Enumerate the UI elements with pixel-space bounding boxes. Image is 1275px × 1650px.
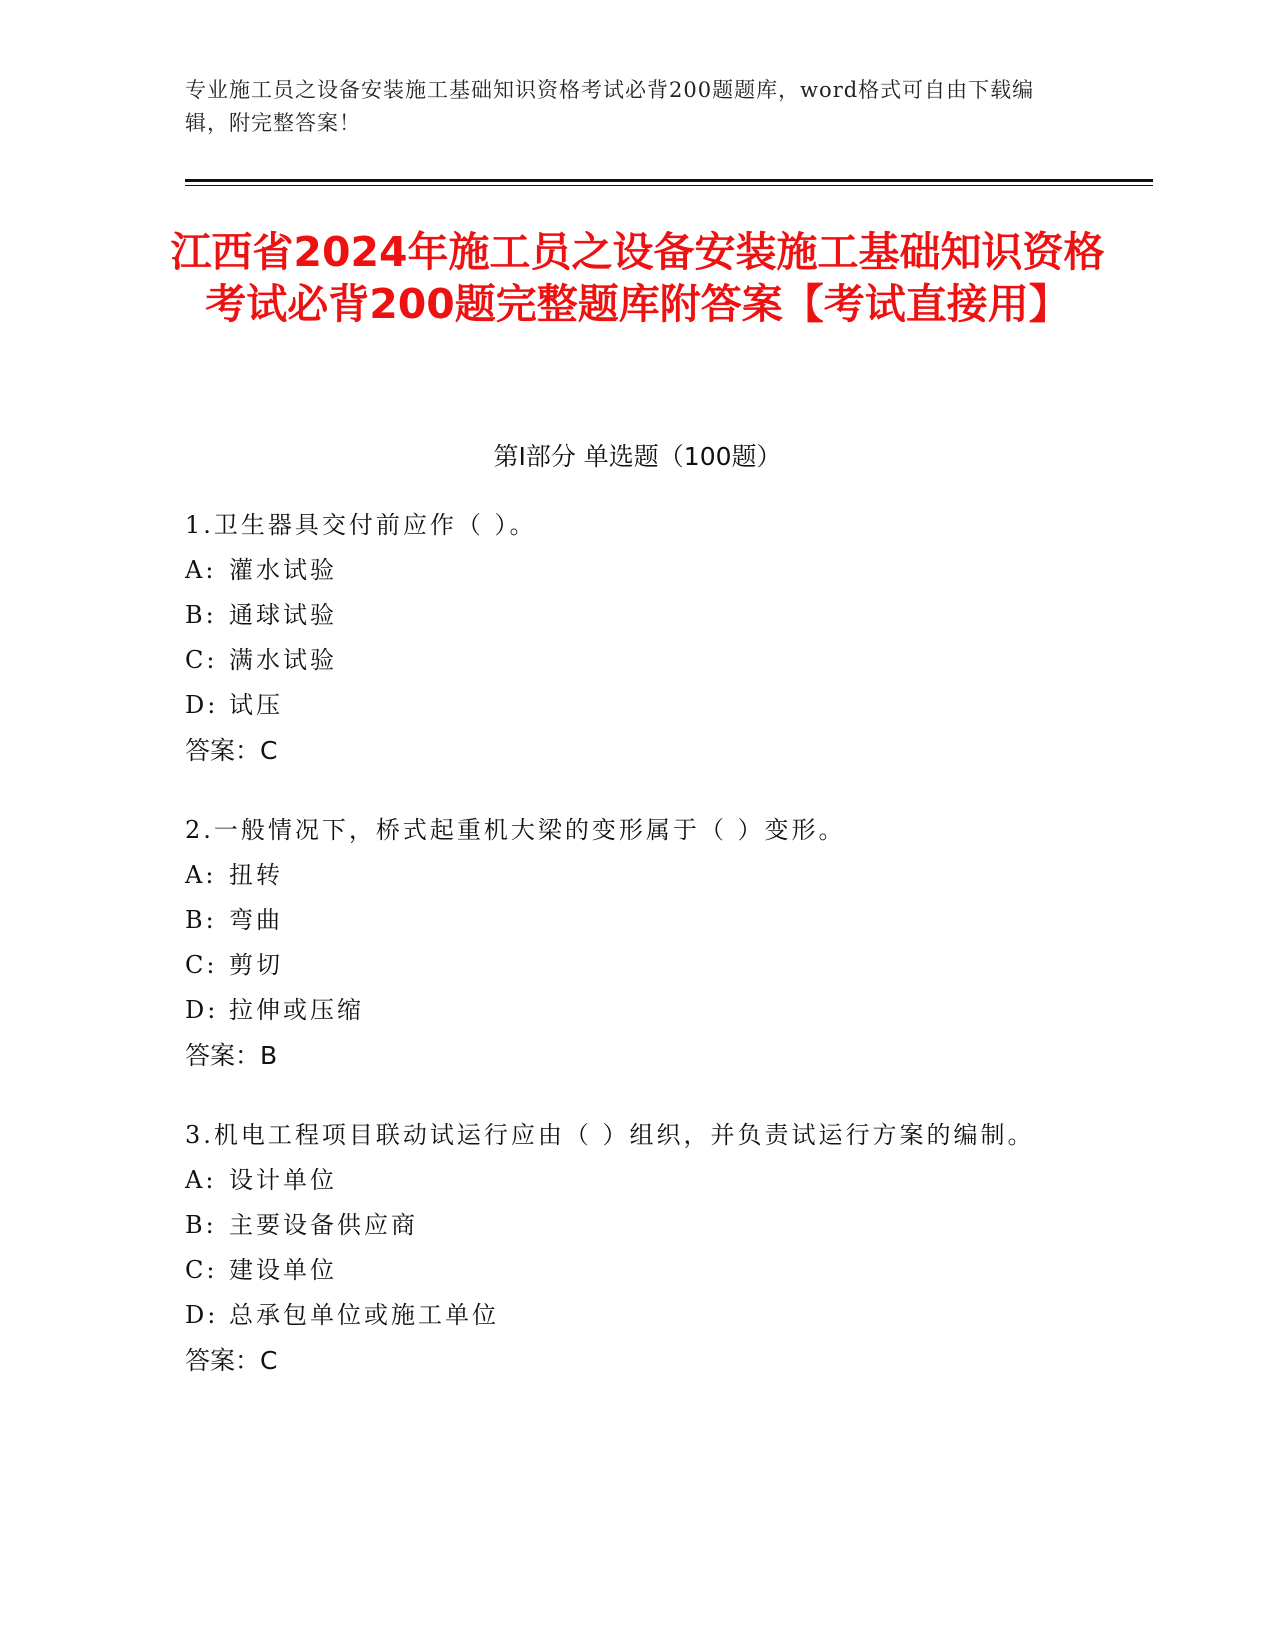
header-note: 专业施工员之设备安装施工基础知识资格考试必背200题题库，word格式可自由下载编辑，附完整答案！ (185, 78, 1035, 135)
question-stem: 1.卫生器具交付前应作（ ）。 (185, 511, 537, 539)
page-title: 江西省2024年施工员之设备安装施工基础知识资格考试必背200题完整题库附答案【考试直接用】 (170, 228, 1105, 328)
option-text: 试压 (229, 691, 283, 719)
option-letter: A: (185, 556, 217, 584)
option-letter: B: (185, 1211, 217, 1239)
option-text: 设计单位 (229, 1166, 337, 1194)
option-letter: C: (185, 951, 218, 979)
option-text: 通球试验 (229, 601, 337, 629)
option-letter: D: (185, 691, 219, 719)
option-letter: A: (185, 1166, 217, 1194)
option-d (185, 988, 1085, 1033)
option-a (185, 1158, 1065, 1203)
answer-line: 答案：B (185, 1041, 278, 1070)
option-text: 扭转 (229, 861, 283, 889)
option-a (185, 548, 1085, 593)
header-divider-thin (185, 185, 1153, 186)
option-text: 剪切 (229, 951, 283, 979)
option-letter: D: (185, 1301, 219, 1329)
option-text: 灌水试验 (229, 556, 337, 584)
option-letter: C: (185, 1256, 218, 1284)
option-c (185, 638, 1085, 683)
option-c (185, 1248, 1065, 1293)
question-stem: 2.一般情况下，桥式起重机大梁的变形属于（ ）变形。 (185, 816, 846, 844)
option-c (185, 943, 1085, 988)
answer-line: 答案：C (185, 736, 278, 765)
option-d (185, 1293, 1065, 1338)
question-3 (185, 1113, 1065, 1383)
option-letter: D: (185, 996, 219, 1024)
option-text: 主要设备供应商 (229, 1211, 418, 1239)
option-a (185, 853, 1085, 898)
question-2 (185, 808, 1085, 1078)
option-text: 拉伸或压缩 (229, 996, 364, 1024)
section-title: 第Ⅰ部分 单选题（100题） (493, 442, 782, 471)
option-letter: B: (185, 601, 217, 629)
option-d (185, 683, 1085, 728)
option-text: 弯曲 (229, 906, 283, 934)
header-divider-thick (185, 179, 1153, 182)
option-b (185, 898, 1085, 943)
answer-line: 答案：C (185, 1346, 278, 1375)
option-text: 建设单位 (229, 1256, 337, 1284)
question-stem: 3.机电工程项目联动试运行应由（ ）组织，并负责试运行方案的编制。 (185, 1121, 1035, 1149)
option-text: 总承包单位或施工单位 (229, 1301, 499, 1329)
question-1 (185, 503, 1085, 773)
option-letter: A: (185, 861, 217, 889)
option-letter: B: (185, 906, 217, 934)
option-letter: C: (185, 646, 218, 674)
option-b (185, 593, 1085, 638)
option-b (185, 1203, 1065, 1248)
option-text: 满水试验 (229, 646, 337, 674)
